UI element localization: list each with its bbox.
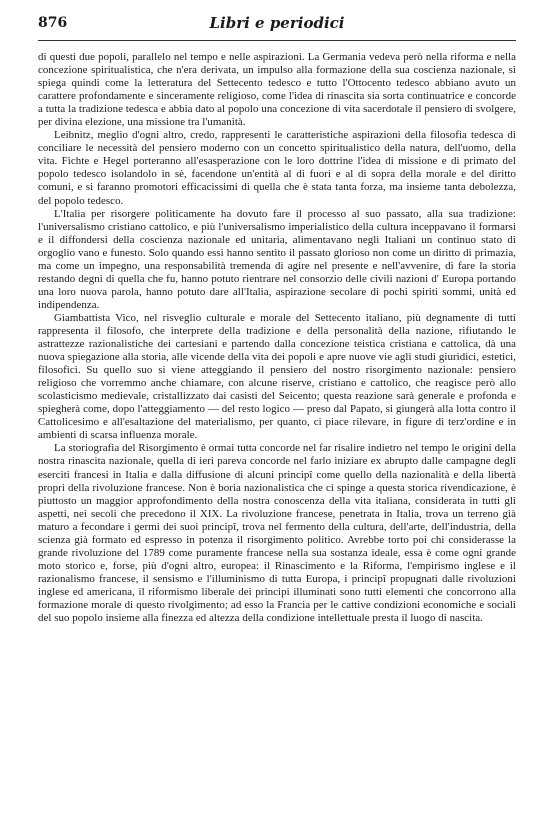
running-head (38, 14, 516, 41)
running-title: Libri e periodici (209, 14, 345, 32)
page (38, 14, 516, 814)
body-text (38, 51, 516, 625)
paragraph: La storiografia del Risorgimento è ormai tutta concorde nel far risalire indietro nel tempo le origini della nostra rinascita nazionale, quella di ieri pareva concorde nel farlo iniziare ex abrupto dalle campagne degli eserciti francesi in Italia e dalla diffusione di alcuni principî come quello della nazionalità e della libertà propri della rivoluzione francese. Non è boria nazionalistica che ci spinge a questa storica rivendicazione, è piuttosto un maggior approfondimento della nostra conoscenza della vita italiana, considerata in tutti gli aspetti, nei secoli che precedono il XIX. La rivoluzione francese, penetrata in Italia, trova un terreno già maturo a fecondare i germi dei suoi principî, trova nel fermento della cultura, dell'arte, dell'industria, della scienza già formato ed espresso in potenza il risorgimento politico. Avrebbe torto poi chi considerasse la grande rivoluzione del 1789 come puramente francese nella sua sostanza ideale, essa è come ogni grande moto storico e, forse, più d'ogni altro, europea: il Rinascimento e la Riforma, l'empirismo inglese e il razionalismo francese, il sensismo e l'illuminismo di tutta Europa, i principî propugnati dalle rivoluzioni inglese ed americana, il riformismo liberale dei principi illuminati sono tutti elementi che concorrono alla formazione morale di questo rivolgimento; ad esso la Francia per le cattive condizioni economiche e sociali del suo popolo insieme alla finezza ed altezza della condizione intellettuale presta il luogo di nascita. (38, 442, 516, 625)
paragraph: L'Italia per risorgere politicamente ha dovuto fare il processo al suo passato, alla sua tradizione: l'universalismo cristiano cattolico, e più l'universalismo imperialistico della cultura inceppavano il formarsi e il diffondersi della coscienza nazionale ed unitaria, alimentavano negli Italiani un continuo stato di orgoglio vano e funesto. Solo quando essi hanno sentito il passato glorioso non come un diritto di primazia, ma come un impegno, una responsabilità tremenda di agire nel presente e nell'avvenire, di fare la storia restando degni di quella che fu, hanno potuto rientrare nel consorzio delle civili nazioni d' Europa portando una loro nuova parola, hanno potuto dare all'Italia, aspirazione secolare di pochi spiriti sommi, unità ed indipendenza. (38, 207, 516, 311)
paragraph: Giambattista Vico, nel risveglio culturale e morale del Settecento italiano, più degnamente di tutti rappresenta il filosofo, che interprete della tradizione e della personalità della nazione, rifiutando le astrattezze razionalistiche dei cartesiani e partendo dalla concezione teistica cristiana e cattolica, dà una nuova spiegazione alla storia, alle vicende della vita dei popoli e apre nuove vie agli studi giuridici, estetici, filosofici. Su quello suo si viene atteggiando il pensiero del nostro risorgimento nazionale: pensiero religioso che vorremmo anche chiamare, con alcune riserve, cristiano e cattolico, che reagisce però allo scolasticismo medievale, cristallizzato dai casisti del Seicento; questa reazione sarà generale e profonda e spiegherà come, dopo l'atteggiamento — del resto logico — preso dal Papato, si giungerà alla lotta contro il Cattolicesimo e all'esaltazione del materialismo, per quanto, ci piace rilevare, in figure di terz'ordine e in ambienti di scarsa influenza morale. (38, 311, 516, 442)
paragraph: Leibnitz, meglio d'ogni altro, credo, rappresenti le caratteristiche aspirazioni della filosofia tedesca di conciliare le necessità del pensiero moderno con un concetto spiritualistico della natura, dell'uomo, della vita. Fichte e Hegel porteranno all'esasperazione con le loro dottrine l'idea di missione e di primato del popolo tedesco isolandolo in sè, facendone un'entità al di fuori e al di sopra della morale e del diritto comuni, e si faranno promotori efficacissimi di quella che è stata tanta forza, ma insieme tanta debolezza, del popolo tedesco. (38, 129, 516, 207)
page-number: 876 (38, 15, 68, 31)
paragraph: di questi due popoli, parallelo nel tempo e nelle aspirazioni. La Germania vedeva però nella riforma e nella concezione spiritualistica, che n'era derivata, un impulso alla formazione della sua coscienza nazionale, si spiega quindi come la letteratura del Settecento tedesco e tutto l'Ottocento tedesco abbiano avuto un carattere profondamente e sinceramente religioso, come l'idea di rinascita sia sorta continuatrice e concorde a tutta la tradizione tedesca e abbia dato al popolo una concezione di vita sacerdotale il pensiero di svolgere, per divina elezione, una missione tra l'umanità. (38, 51, 516, 129)
